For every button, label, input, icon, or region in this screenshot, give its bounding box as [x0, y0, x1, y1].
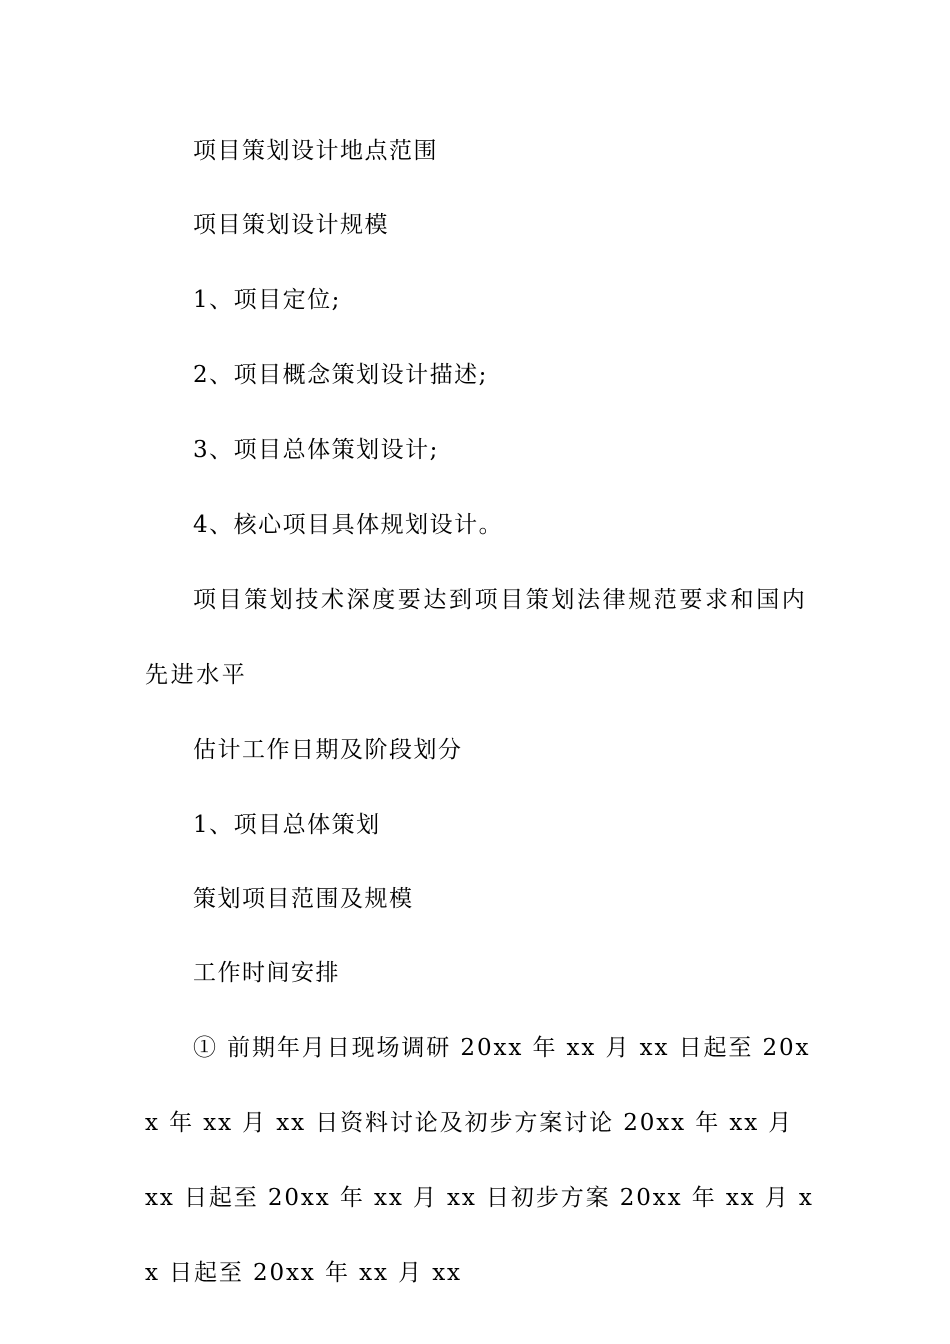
list-item-core-planning: 4、核心项目具体规划设计。 — [193, 512, 504, 538]
paragraph-site-scope: 项目策划设计地点范围 — [193, 138, 438, 164]
list-item-overall-design: 3、项目总体策划设计; — [193, 437, 439, 463]
paragraph-technical-depth: 项目策划技术深度要达到项目策划法律规范要求和国内先进水平 — [145, 587, 808, 688]
paragraph-time-arrangement: 工作时间安排 — [193, 960, 340, 986]
list-item-concept: 2、项目概念策划设计描述; — [193, 362, 488, 388]
list-item-positioning: 1、项目定位; — [193, 287, 341, 313]
paragraph-schedule-details: ① 前期年月日现场调研 20xx 年 xx 月 xx 日起至 20xx 年 xx 月 xx 日资料讨论及初步方案讨论 20xx 年 xx 月 xx 日起至 20xx 年 xx 月 xx 日初步方案 20xx 年 xx 月 xx 日起至 20xx 年 xx 月 xx — [145, 1035, 814, 1286]
section-heading-schedule: 估计工作日期及阶段划分 — [193, 737, 463, 763]
paragraph-scope-and-scale: 策划项目范围及规模 — [193, 886, 414, 912]
list-item-overall-planning: 1、项目总体策划 — [193, 812, 381, 838]
paragraph-design-scale: 项目策划设计规模 — [193, 212, 389, 238]
